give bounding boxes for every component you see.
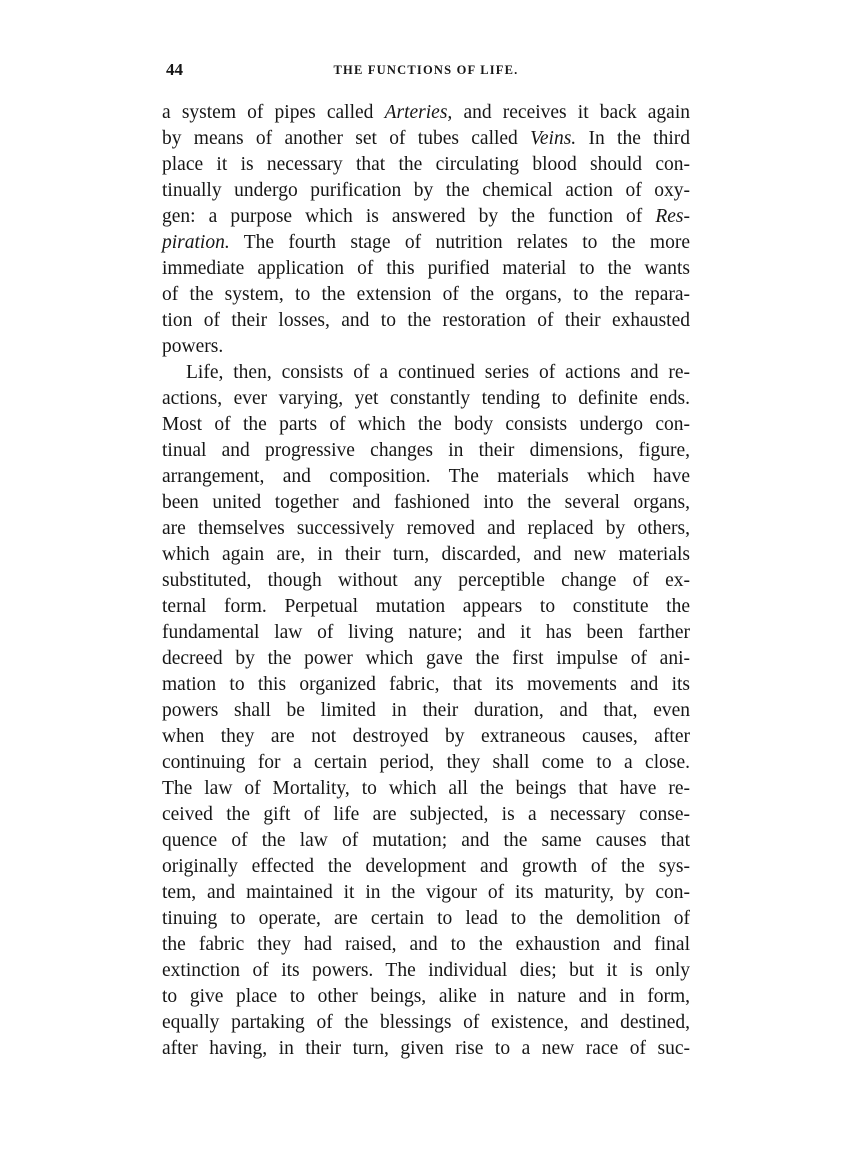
- text-run: by means of another set of tubes called: [162, 128, 531, 149]
- text-run: which again are, in their turn, discarded, and new materials: [162, 544, 690, 565]
- text-line: [162, 984, 690, 1010]
- text-line: [162, 516, 690, 542]
- text-run: a system of pipes called: [162, 102, 385, 123]
- text-run: tinuing to operate, are certain to lead to the demolition of: [162, 908, 690, 929]
- text-line: [162, 750, 690, 776]
- running-title: THE FUNCTIONS OF LIFE.: [333, 63, 519, 77]
- text-line: [162, 412, 690, 438]
- running-head: [162, 60, 690, 86]
- text-run: after having, in their turn, given rise to a new race of suc-: [162, 1038, 690, 1059]
- text-line: [162, 334, 690, 360]
- italic-term: Veins.: [530, 128, 577, 149]
- text-line: [162, 828, 690, 854]
- text-line: [162, 594, 690, 620]
- text-run: substituted, though without any perceptible change of ex-: [162, 570, 690, 591]
- text-run: quence of the law of mutation; and the same causes that: [162, 830, 690, 851]
- text-line: [162, 568, 690, 594]
- text-run: gen: a purpose which is answered by the function of: [162, 206, 656, 227]
- text-line: [162, 100, 690, 126]
- text-run: been united together and fashioned into the several organs,: [162, 492, 690, 513]
- text-run: continuing for a certain period, they shall come to a close.: [162, 752, 690, 773]
- text-line: [162, 672, 690, 698]
- text-run: ceived the gift of life are subjected, is a necessary conse-: [162, 804, 690, 825]
- text-line: [162, 1036, 690, 1062]
- text-run: fundamental law of living nature; and it has been farther: [162, 622, 690, 643]
- text-line: [162, 1010, 690, 1036]
- text-line: [162, 906, 690, 932]
- italic-term: Res-: [655, 206, 690, 227]
- book-page: [162, 60, 690, 1062]
- text-line: [162, 880, 690, 906]
- text-line: [162, 932, 690, 958]
- text-line: [162, 230, 690, 256]
- text-line: [162, 542, 690, 568]
- text-line: [162, 802, 690, 828]
- text-line: [162, 464, 690, 490]
- text-line: [162, 698, 690, 724]
- body-text: [162, 100, 690, 1062]
- text-line: [162, 360, 690, 386]
- text-line: [162, 126, 690, 152]
- text-run: place it is necessary that the circulating blood should con-: [162, 154, 690, 175]
- text-line: [162, 256, 690, 282]
- text-line: [162, 490, 690, 516]
- text-run: powers.: [162, 336, 224, 357]
- text-run: tion of their losses, and to the restoration of their exhausted: [162, 310, 690, 331]
- text-run: originally effected the development and growth of the sys-: [162, 856, 690, 877]
- text-run: Most of the parts of which the body consists undergo con-: [162, 414, 690, 435]
- text-run: powers shall be limited in their duration, and that, even: [162, 700, 690, 721]
- text-run: actions, ever varying, yet constantly tending to definite ends.: [162, 388, 690, 409]
- text-line: [162, 724, 690, 750]
- text-line: [162, 776, 690, 802]
- page-number: 44: [166, 60, 183, 79]
- text-line: [162, 178, 690, 204]
- text-run: The fourth stage of nutrition relates to the more: [229, 232, 690, 253]
- text-line: [162, 282, 690, 308]
- text-run: The law of Mortality, to which all the beings that have re-: [162, 778, 690, 799]
- text-line: [162, 620, 690, 646]
- text-run: to give place to other beings, alike in nature and in form,: [162, 986, 690, 1007]
- text-run: are themselves successively removed and replaced by others,: [162, 518, 690, 539]
- text-run: tem, and maintained it in the vigour of its maturity, by con-: [162, 882, 690, 903]
- text-run: arrangement, and composition. The materials which have: [162, 466, 690, 487]
- text-line: [162, 854, 690, 880]
- text-run: decreed by the power which gave the first impulse of ani-: [162, 648, 690, 669]
- text-run: of the system, to the extension of the organs, to the repara-: [162, 284, 690, 305]
- text-line: [162, 204, 690, 230]
- text-line: [162, 152, 690, 178]
- text-run: ternal form. Perpetual mutation appears to constitute the: [162, 596, 690, 617]
- text-line: [162, 438, 690, 464]
- text-run: tinually undergo purification by the chemical action of oxy-: [162, 180, 690, 201]
- italic-term: Arteries,: [384, 102, 453, 123]
- text-run: tinual and progressive changes in their dimensions, figure,: [162, 440, 690, 461]
- text-line: [162, 386, 690, 412]
- text-run: when they are not destroyed by extraneous causes, after: [162, 726, 690, 747]
- text-run: extinction of its powers. The individual dies; but it is only: [162, 960, 690, 981]
- text-run: equally partaking of the blessings of existence, and destined,: [162, 1012, 690, 1033]
- text-line: [162, 646, 690, 672]
- text-run: immediate application of this purified material to the wants: [162, 258, 690, 279]
- italic-term: piration.: [162, 232, 230, 253]
- text-run: mation to this organized fabric, that its movements and its: [162, 674, 690, 695]
- text-run: and receives it back again: [452, 102, 691, 123]
- text-run: In the third: [576, 128, 690, 149]
- text-line: [162, 308, 690, 334]
- text-run: Life, then, consists of a continued series of actions and re-: [186, 362, 690, 383]
- text-run: the fabric they had raised, and to the exhaustion and final: [162, 934, 690, 955]
- text-line: [162, 958, 690, 984]
